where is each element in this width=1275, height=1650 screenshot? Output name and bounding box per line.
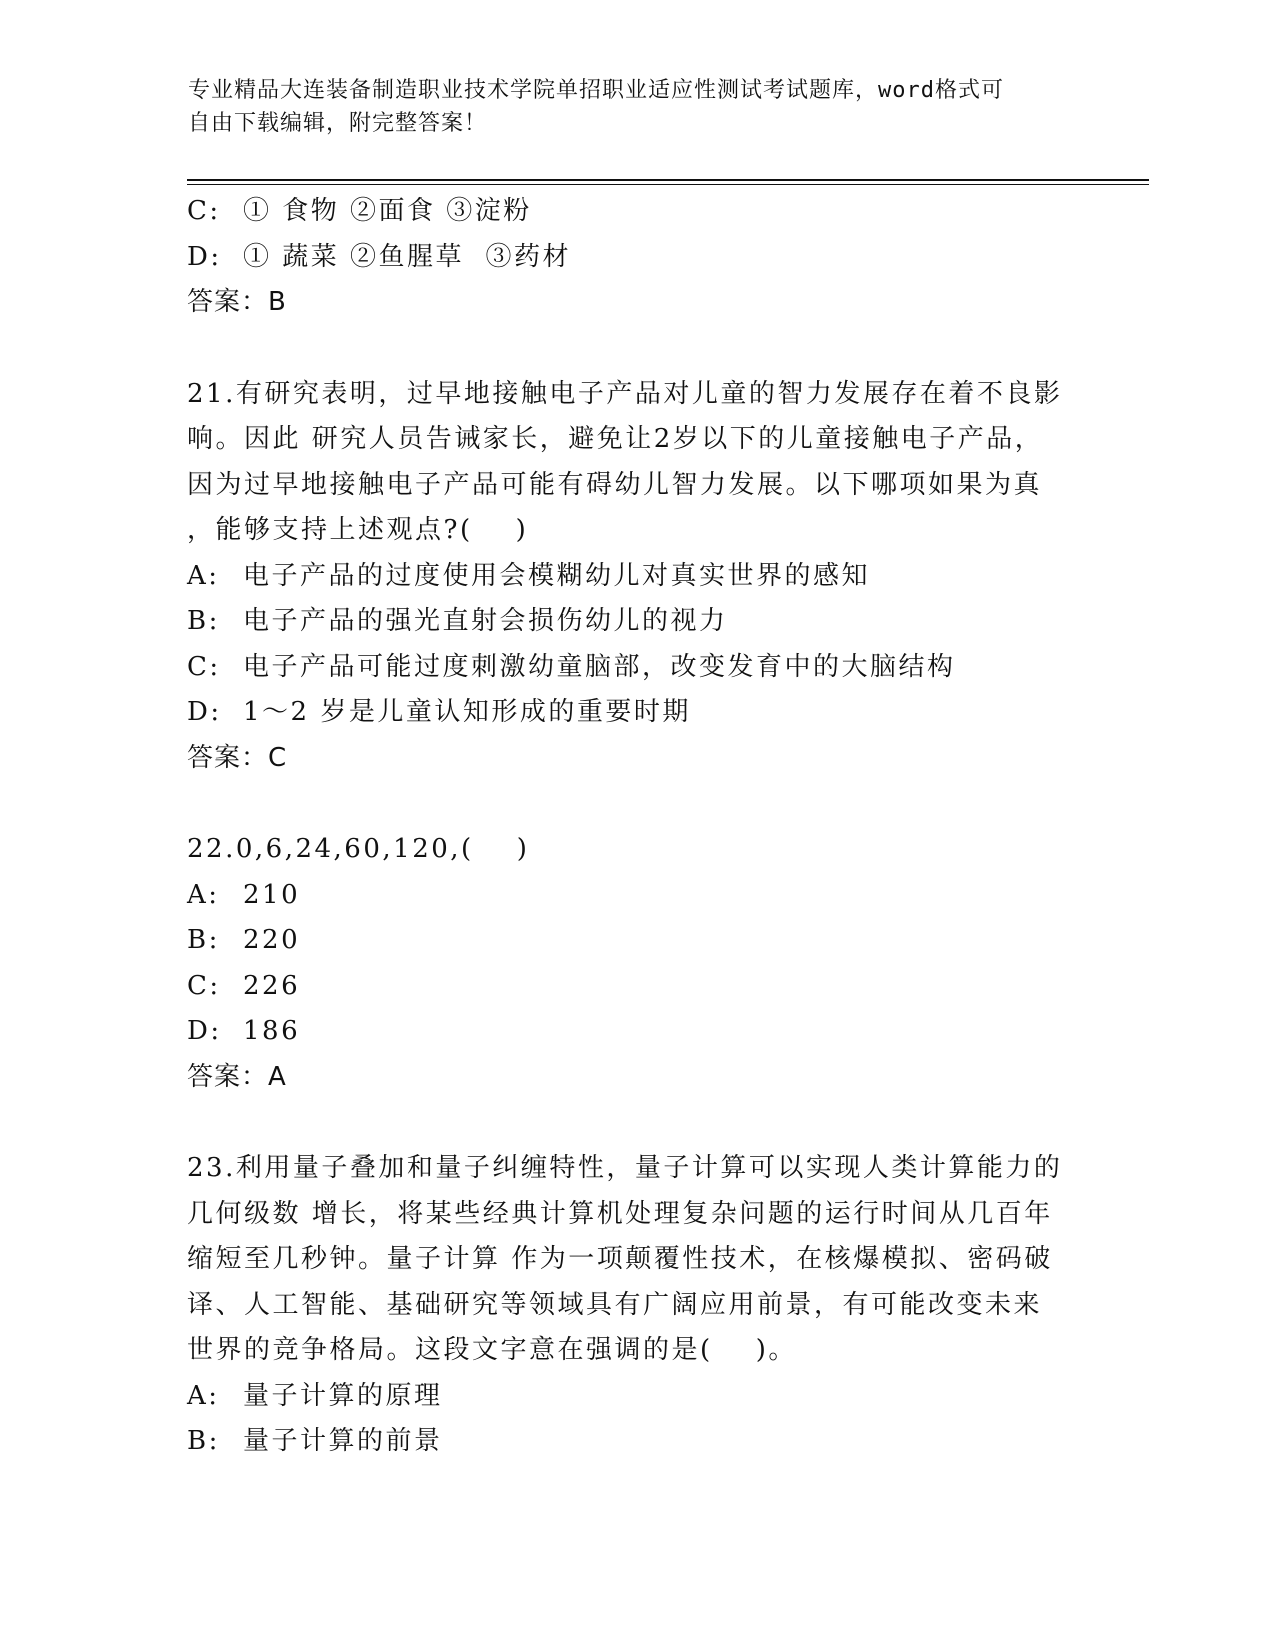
question-23 [187,1146,1087,1465]
page-header [188,74,1068,140]
option-b [187,918,1087,964]
option-label: D: [187,1016,222,1046]
option-label: B: [187,1426,220,1456]
option-label: B: [187,606,220,636]
question-21 [187,372,1087,782]
question-gap [187,781,1087,827]
option-text: 1～2 岁是儿童认知形成的重要时期 [243,697,691,727]
option-d [187,235,1087,281]
option-label: C: [187,970,221,1001]
question-gap [187,1100,1087,1146]
option-text: ① 食物 ②面食 ③淀粉 [243,196,532,226]
option-label: D: [187,697,222,727]
question-text-line: 23.利用量子叠加和量子纠缠特性，量子计算可以实现人类计算能力的 [187,1153,1063,1183]
option-label: A: [187,1380,220,1411]
option-text: 210 [243,879,301,910]
option-label: B: [187,925,220,955]
option-text: ① 蔬菜 ②鱼腥草 ③药材 [243,241,572,272]
option-d [187,690,1087,736]
question-text-line: 缩短至几秒钟。量子计算 作为一项颠覆性技术，在核爆模拟、密码破 [187,1244,1053,1274]
option-label: C: [187,651,221,682]
question-text-line: 译、人工智能、基础研究等领域具有广阔应用前景，有可能改变未来 [187,1289,1043,1320]
option-c [187,964,1087,1010]
answer-line: 答案：B [187,287,287,317]
question-text-line: 21.有研究表明，过早地接触电子产品对儿童的智力发展存在着不良影 [187,378,1063,409]
option-text: 226 [243,970,301,1001]
answer-line: 答案：C [187,742,288,773]
option-text: 电子产品的强光直射会损伤幼儿的视力 [243,606,728,636]
question-content [187,189,1087,1465]
option-a [187,1374,1087,1420]
question-22 [187,827,1087,1100]
question-text-line: 响。因此 研究人员告诫家长，避免让2岁以下的儿童接触电子产品， [187,424,1044,454]
question-text-line: 世界的竞争格局。这段文字意在强调的是( )。 [187,1335,797,1365]
option-text: 220 [243,925,301,955]
option-text: 量子计算的前景 [243,1426,443,1456]
question-text-line: 几何级数 增长，将某些经典计算机处理复杂问题的运行时间从几百年 [187,1198,1053,1229]
question-text-line: 22.0,6,24,60,120,( ) [187,834,530,864]
option-text: 电子产品的过度使用会模糊幼儿对真实世界的感知 [243,560,871,591]
header-rule-thick [187,179,1149,181]
header-line-1: 专业精品大连装备制造职业技术学院单招职业适应性测试考试题库，word格式可 [188,78,1004,103]
option-text: 电子产品可能过度刺激幼童脑部，改变发育中的大脑结构 [243,651,956,682]
option-label: A: [187,560,220,591]
answer-line: 答案：A [187,1061,287,1092]
question-text-line: 因为过早地接触电子产品可能有碍幼儿智力发展。以下哪项如果为真 [187,469,1043,500]
option-label: D: [187,241,222,272]
option-d [187,1009,1087,1055]
option-label: A: [187,879,220,910]
header-line-2: 自由下载编辑，附完整答案！ [188,111,488,136]
option-c [187,189,1087,235]
option-b [187,1419,1087,1465]
option-text: 量子计算的原理 [243,1380,443,1411]
question-gap [187,326,1087,372]
question-20-tail [187,189,1087,326]
option-label: C: [187,196,221,226]
option-a [187,554,1087,600]
option-c [187,645,1087,691]
option-b [187,599,1087,645]
question-text-line: ，能够支持上述观点?( ) [187,515,529,545]
header-rule-thin [187,184,1149,185]
option-a [187,873,1087,919]
option-text: 186 [243,1016,301,1046]
